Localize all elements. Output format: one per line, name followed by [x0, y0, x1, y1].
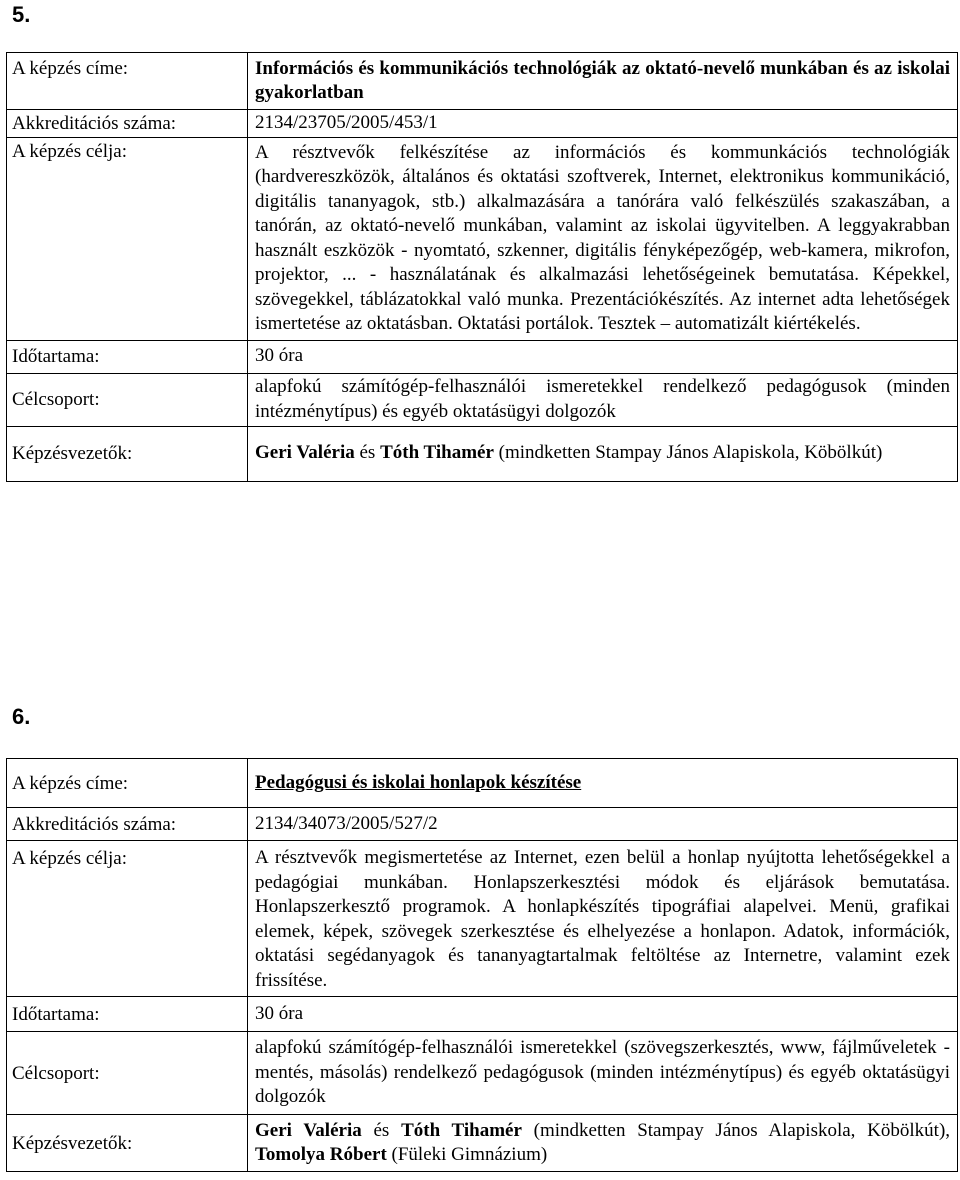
- label-target: Célcsoport:: [7, 1032, 248, 1115]
- course-table: [6, 758, 958, 1172]
- leader-conjunction: és: [354, 442, 381, 464]
- leader-affiliation: (mindketten Stampay János Alapiskola, Köbölkút): [493, 442, 883, 464]
- label-duration: Időtartama:: [7, 340, 248, 373]
- label-accreditation: Akkreditációs száma:: [7, 110, 248, 138]
- label-goal: A képzés célja:: [7, 841, 248, 997]
- leader-name: Geri Valéria: [255, 442, 355, 464]
- course-title: Pedagógusi és iskolai honlapok készítése: [248, 759, 958, 808]
- row-accreditation: [7, 110, 958, 138]
- row-duration: [7, 340, 958, 373]
- row-title: [7, 53, 958, 110]
- leader-name: Tomolya Róbert: [255, 1144, 387, 1165]
- label-goal: A képzés célja:: [7, 137, 248, 340]
- leader-affiliation: (mindketten Stampay János Alapiskola, Köbölkút),: [521, 1119, 951, 1141]
- row-target: [7, 373, 958, 426]
- section-number: 5.: [12, 2, 31, 27]
- label-accreditation: Akkreditációs száma:: [7, 808, 248, 841]
- leader-name: Tóth Tihamér: [380, 442, 494, 464]
- row-target: [7, 1032, 958, 1115]
- course-leaders: [248, 426, 958, 481]
- course-leaders: [248, 1115, 958, 1172]
- course-goal: A résztvevők felkészítése az információs és kommunkációs technológiák (hardvereszközök, általános és oktatási szoftverek, Internet, elektronikus kommunikáció, digitális tananyagok, stb.) alkalmazására a tanórára való felkészülés szakaszában, a tanórán, az oktató-nevelő munkában, valamint az iskolai ügyvitelben. A leggyakrabban használt eszközök - nyomtató, szkenner, digitális fényképezőgép, web-kamera, mikrofon, projektor, ... - használatának és alkalmazási lehetőségeinek bemutatása. Képekkel, szövegekkel, táblázatokkal való munka. Prezentációkészítés. Az internet adta lehetőségek ismertetése az oktatásban. Oktatási portálok. Tesztek – automatizált kiértékelés.: [248, 137, 958, 340]
- row-duration: [7, 997, 958, 1032]
- label-duration: Időtartama:: [7, 997, 248, 1032]
- course-table: [6, 52, 958, 482]
- leader-name: Tóth Tihamér: [401, 1119, 522, 1141]
- course-target: alapfokú számítógép-felhasználói ismeretekkel rendelkező pedagógusok (minden intézménytípus) és egyéb oktatásügyi dolgozók: [248, 373, 958, 426]
- row-title: [7, 759, 958, 808]
- label-leaders: Képzésvezetők:: [7, 1115, 248, 1172]
- leader-conjunction: és: [361, 1119, 402, 1141]
- accreditation-number: 2134/23705/2005/453/1: [248, 110, 958, 138]
- label-target: Célcsoport:: [7, 373, 248, 426]
- label-title: A képzés címe:: [7, 759, 248, 808]
- leader-affiliation: (Füleki Gimnázium): [386, 1144, 548, 1165]
- label-title: A képzés címe:: [7, 53, 248, 110]
- accreditation-number: 2134/34073/2005/527/2: [248, 808, 958, 841]
- row-leaders: [7, 1115, 958, 1172]
- row-goal: [7, 841, 958, 997]
- label-leaders: Képzésvezetők:: [7, 426, 248, 481]
- section-number: 6.: [12, 704, 31, 729]
- leader-name: Geri Valéria: [255, 1119, 362, 1141]
- course-duration: 30 óra: [248, 997, 958, 1032]
- course-title: Információs és kommunikációs technológiák az oktató-nevelő munkában és az iskolai gyakorlatban: [248, 53, 958, 110]
- course-goal: A résztvevők megismertetése az Internet, ezen belül a honlap nyújtotta lehetőségekkel a pedagógiai munkában. Honlapszerkesztési módok és eljárások bemutatása. Honlapszerkesztő programok. A honlapkészítés tipográfiai alapelvei. Menü, grafikai elemek, képek, szövegek szerkesztése és elhelyezése a honlapon. Adatok, információk, oktatási segédanyagok és tananyagtartalmak feltöltése az Internetre, valamint ezek frissítése.: [248, 841, 958, 997]
- course-target: alapfokú számítógép-felhasználói ismeretekkel (szövegszerkesztés, www, fájlműveletek - mentés, másolás) rendelkező pedagógusok (minden intézménytípus) és egyéb oktatásügyi dolgozók: [248, 1032, 958, 1115]
- row-accreditation: [7, 808, 958, 841]
- row-goal: [7, 137, 958, 340]
- row-leaders: [7, 426, 958, 481]
- course-duration: 30 óra: [248, 340, 958, 373]
